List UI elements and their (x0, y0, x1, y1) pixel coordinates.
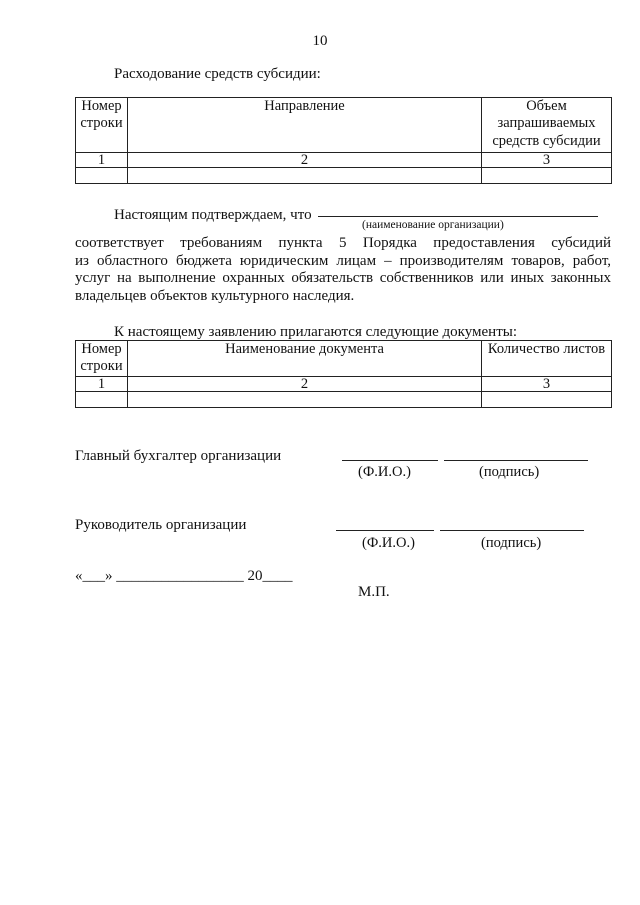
date-day-field[interactable]: ___ (82, 568, 105, 584)
header-line: строки (80, 115, 123, 132)
empty-cell[interactable] (76, 391, 128, 407)
column-number: 1 (76, 376, 128, 391)
head-fio-caption: (Ф.И.О.) (362, 535, 415, 551)
table-header-row (76, 98, 612, 153)
subsidy-spending-table (75, 97, 612, 184)
header-sheet-count: Количество листов (482, 341, 612, 377)
head-fio-field[interactable] (336, 530, 434, 531)
date-close-quote: » (105, 568, 113, 584)
column-number: 2 (128, 153, 482, 168)
head-signature-field[interactable] (440, 530, 584, 531)
column-number: 3 (482, 153, 612, 168)
empty-cell[interactable] (128, 168, 482, 184)
column-number: 3 (482, 376, 612, 391)
chief-accountant-signature-caption: (подпись) (479, 464, 540, 480)
header-line: строки (80, 358, 123, 375)
column-number: 1 (76, 153, 128, 168)
head-label: Руководитель организации (75, 517, 247, 533)
date-year-field[interactable]: ____ (262, 568, 293, 584)
column-number: 2 (128, 376, 482, 391)
attachments-intro: К настоящему заявлению прилагаются следующие документы: (114, 324, 518, 340)
empty-cell[interactable] (76, 168, 128, 184)
chief-accountant-fio-caption: (Ф.И.О.) (358, 464, 411, 480)
table-number-row (76, 376, 612, 391)
header-line: Номер (81, 341, 122, 357)
date-open-quote: « (75, 568, 83, 584)
header-line: запрашиваемых (497, 115, 596, 132)
paragraph-line: соответствует требованиям пункта 5 Порядка предоставления субсидий (75, 235, 611, 251)
date-line (75, 567, 293, 585)
table-empty-row (76, 391, 612, 407)
header-requested-amount (482, 98, 612, 153)
table-number-row (76, 153, 612, 168)
table-header-row (76, 341, 612, 377)
page-number: 10 (312, 33, 328, 49)
compliance-paragraph (75, 235, 611, 305)
header-row-number (76, 98, 128, 153)
confirm-text: Настоящим подтверждаем, что (114, 207, 312, 223)
paragraph-line: владельцев объектов культурного наследия. (75, 287, 355, 304)
header-line: Номер (81, 98, 122, 114)
table-empty-row (76, 168, 612, 184)
empty-cell[interactable] (482, 391, 612, 407)
chief-accountant-signature-field[interactable] (444, 460, 588, 461)
head-signature-caption: (подпись) (481, 535, 542, 551)
paragraph-line: из областного бюджета юридическим лицам – производителям товаров, работ, (75, 252, 611, 269)
organization-name-field[interactable] (318, 216, 598, 217)
chief-accountant-fio-field[interactable] (342, 460, 438, 461)
header-line: Объем (526, 98, 567, 114)
paragraph-line: услуг на выполнение охранных обязательств собственников или иных законных (75, 270, 611, 286)
header-line: средств субсидии (492, 132, 601, 149)
empty-cell[interactable] (482, 168, 612, 184)
header-direction: Направление (128, 98, 482, 153)
stamp-place: М.П. (358, 584, 390, 600)
attached-documents-table (75, 340, 612, 408)
date-month-field[interactable]: _________________ (116, 568, 244, 584)
empty-cell[interactable] (128, 391, 482, 407)
header-row-number (76, 341, 128, 377)
section-title-subsidy-spending: Расходование средств субсидии: (114, 66, 321, 82)
date-year-prefix: 20 (247, 568, 263, 584)
header-document-name: Наименование документа (128, 341, 482, 377)
organization-name-caption: (наименование организации) (362, 219, 504, 231)
chief-accountant-label: Главный бухгалтер организации (75, 448, 282, 464)
